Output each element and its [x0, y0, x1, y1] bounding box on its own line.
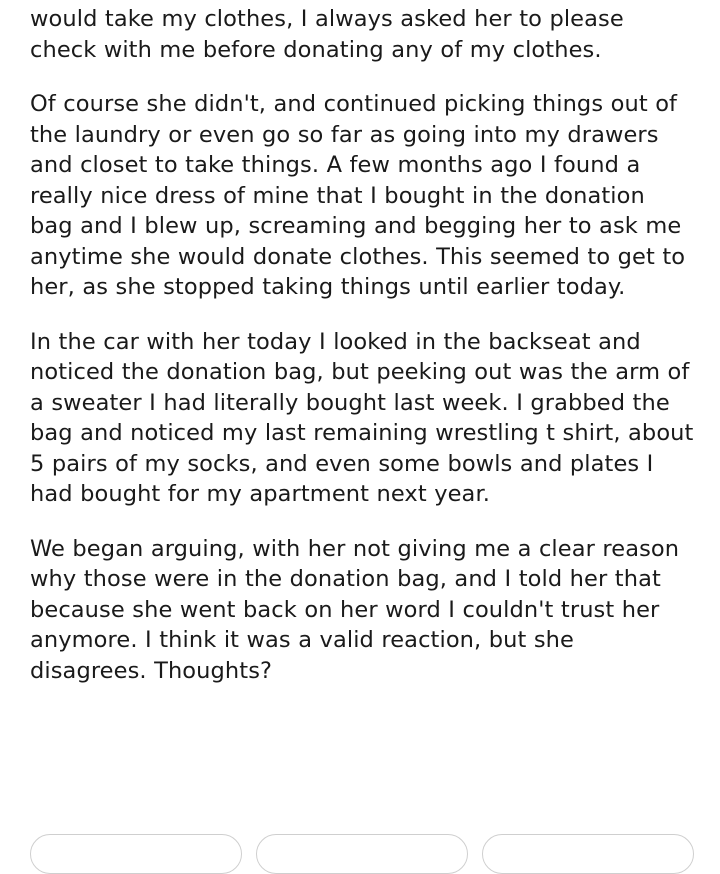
action-bar [30, 834, 694, 874]
action-button[interactable] [482, 834, 694, 874]
post-paragraph: would take my clothes, I always asked her to please check with me before donating any of my clothes. [30, 6, 632, 63]
action-button[interactable] [256, 834, 468, 874]
post-paragraph: Of course she didn't, and continued picking things out of the laundry or even go so far as going into my drawers and closet to take things. A few months ago I found a really nice dress of mine that I bought in the donation bag and I blew up, screaming and begging her to ask me anytime she would donate clothes. This seemed to get to her, as she stopped taking things until earlier today. [30, 91, 693, 300]
post-paragraph: In the car with her today I looked in the backseat and noticed the donation bag, but peeking out was the arm of a sweater I had literally bought last week. I grabbed the bag and noticed my last remaining wrestling t shirt, about 5 pairs of my socks, and even some bowls and plates I had bought for my apartment next year. [30, 328, 701, 507]
action-button[interactable] [30, 834, 242, 874]
post-paragraph: We began arguing, with her not giving me a clear reason why those were in the donation bag, and I told her that because she went back on her word I couldn't trust her anymore. I think it was a valid reaction, but she disagrees. Thoughts? [30, 535, 687, 684]
